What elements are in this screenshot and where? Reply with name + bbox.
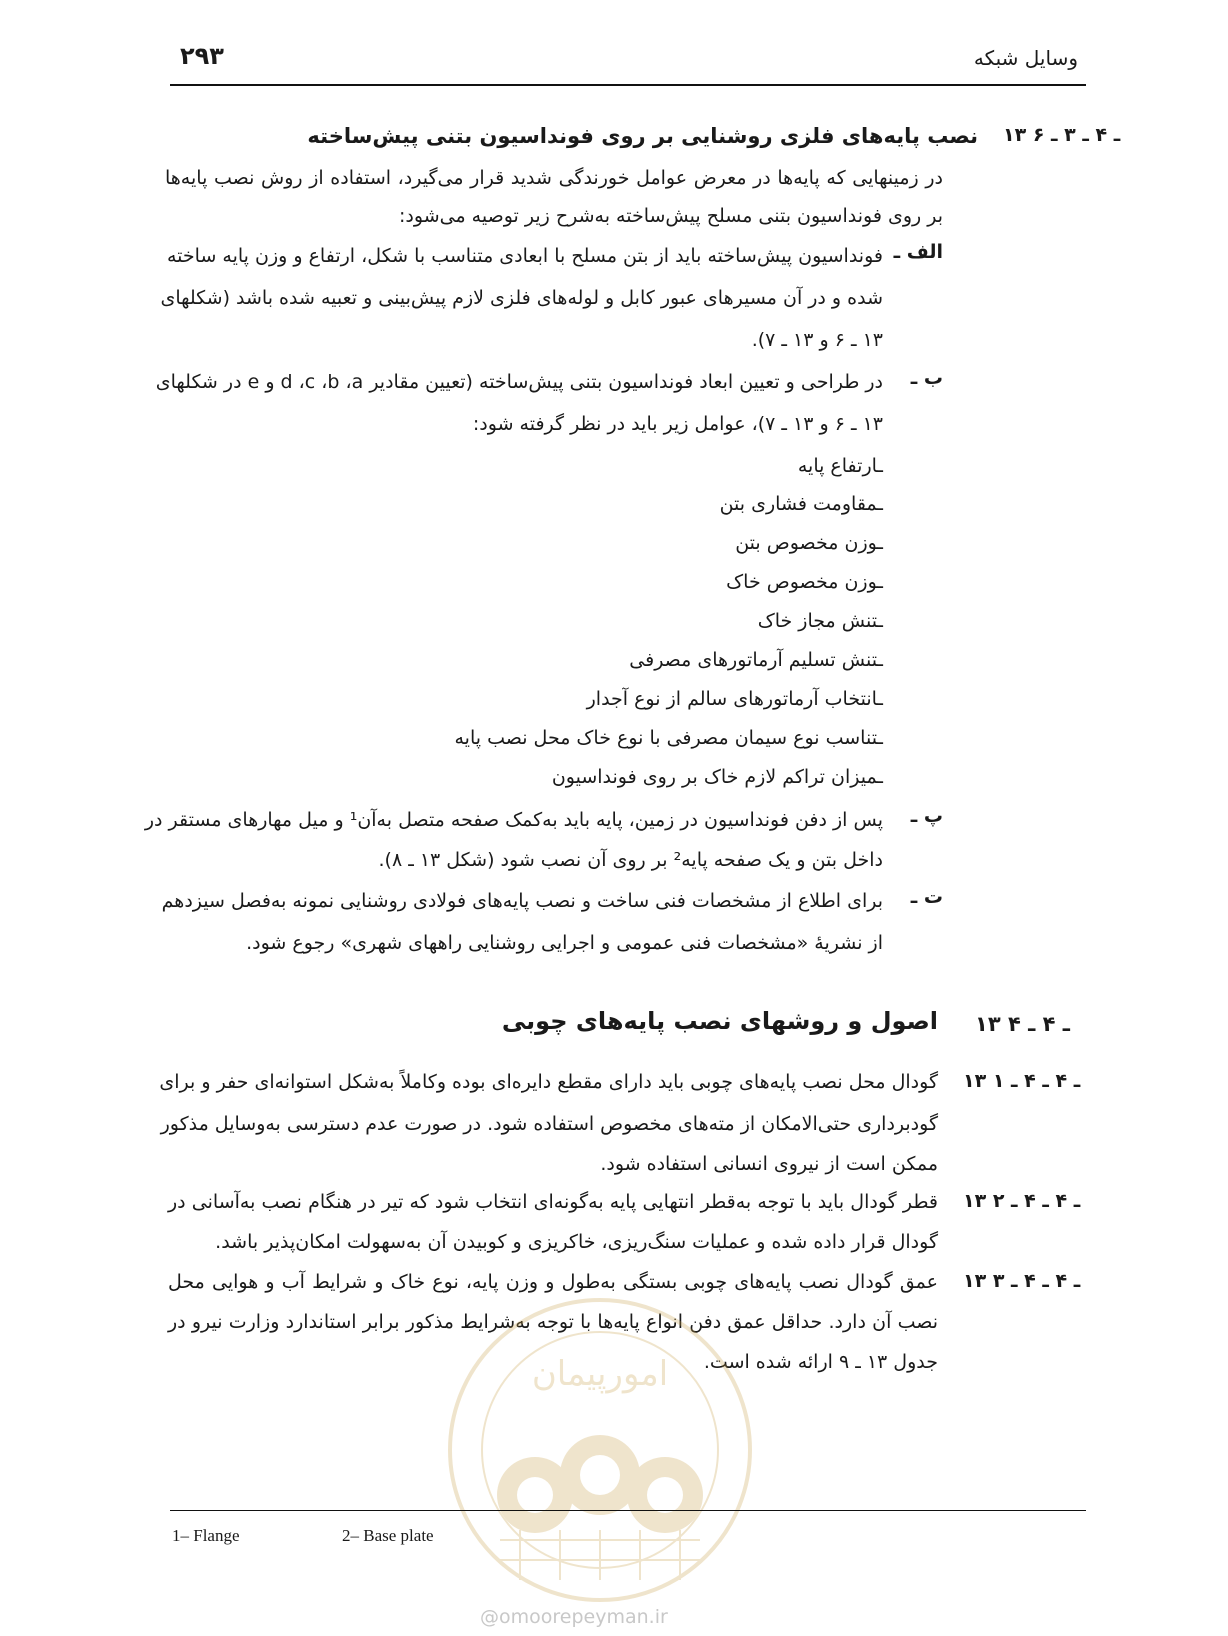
factor-item: ـمقاومت فشاری بتن xyxy=(719,493,883,515)
subsection-line: جدول ۱۳ ـ ۹ ارائه شده است. xyxy=(703,1351,938,1373)
section-6-intro-line-2: بر روی فونداسیون بتنی مسلح پیش‌ساخته به‌شرح زیر توصیه می‌شود: xyxy=(399,205,943,227)
item-pe-line-2: داخل بتن و یک صفحه پایه² بر روی آن نصب شود (شکل ۱۳ ـ ۸). xyxy=(378,849,883,871)
factor-item: ـارتفاع پایه xyxy=(797,455,883,477)
subsection-line: ممکن است از نیروی انسانی استفاده شود. xyxy=(600,1153,938,1175)
factor-item: ـوزن مخصوص بتن xyxy=(735,532,883,554)
factor-item: ـتناسب نوع سیمان مصرفی با نوع خاک محل نصب پایه xyxy=(454,727,883,749)
section-6-title: نصب پایه‌های فلزی روشنایی بر روی فونداسیون بتنی پیش‌ساخته xyxy=(307,124,978,148)
subsection-line: گودال محل نصب پایه‌های چوبی باید دارای مقطع دایره‌ای بوده وکاملاً به‌شکل استوانه‌ای حفر و برای xyxy=(159,1071,938,1093)
subsection-line: گودال قرار داده شده و عملیات سنگ‌ریزی، خاکریزی و کوبیدن آن به‌سهولت امکان‌پذیر باشد. xyxy=(215,1231,938,1253)
item-te-marker: ت ـ xyxy=(910,886,943,908)
subsection-line: نصب آن دارد. حداقل عمق دفن انواع پایه‌ها با توجه به‌شرایط مذکور برابر استاندارد وزارت نیرو در xyxy=(168,1311,938,1333)
header-rule xyxy=(170,84,1086,86)
section-6-number: ۱۳ ـ ۴ ـ ۳ ـ ۶ xyxy=(1003,124,1121,146)
subsection-number: ۱۳ ـ ۴ ـ ۴ ـ ۱ xyxy=(963,1070,1081,1092)
item-be-marker: ب ـ xyxy=(910,367,943,389)
item-alef-marker: الف ـ xyxy=(893,241,943,263)
item-be-line-2: ۱۳ ـ ۶ و ۱۳ ـ ۷)، عوامل زیر باید در نظر گرفته شود: xyxy=(472,413,883,435)
factor-item: ـتنش مجاز خاک xyxy=(757,610,883,632)
footnote-rule xyxy=(170,1510,1086,1511)
subsection-line: قطر گودال باید با توجه به‌قطر انتهایی پایه به‌گونه‌ای انتخاب شود که تیر در هنگام نصب به‌آسانی در xyxy=(168,1191,938,1213)
item-pe-marker: پ ـ xyxy=(910,805,943,827)
item-alef-line-3: ۱۳ ـ ۶ و ۱۳ ـ ۷). xyxy=(751,329,883,351)
subsection-line: عمق گودال نصب پایه‌های چوبی بستگی به‌طول و وزن پایه، نوع خاک و شرایط آب و هوایی محل xyxy=(168,1271,938,1293)
subsection-line: گودبرداری حتی‌الامکان از مته‌های مخصوص استفاده شود. در صورت عدم دسترسی به‌وسایل مذکور xyxy=(160,1113,938,1135)
item-te-line-2: از نشریهٔ «مشخصات فنی عمومی و اجرایی روشنایی راههای شهری» رجوع شود. xyxy=(246,932,883,954)
factor-item: ـوزن مخصوص خاک xyxy=(726,571,883,593)
factor-item: ـتنش تسلیم آرماتورهای مصرفی xyxy=(629,649,883,671)
page-number: ۲۹۳ xyxy=(180,42,224,70)
subsection-number: ۱۳ ـ ۴ ـ ۴ ـ ۳ xyxy=(963,1270,1081,1292)
item-te-line-1: برای اطلاع از مشخصات فنی ساخت و نصب پایه‌های فولادی روشنایی نمونه به‌فصل سیزدهم xyxy=(161,890,883,912)
section-4-4-number: ۱۳ ـ ۴ ـ ۴ xyxy=(975,1012,1070,1036)
watermark-logo-text: امورپیمان xyxy=(531,1354,669,1394)
factor-item: ـانتخاب آرماتورهای سالم از نوع آجدار xyxy=(586,688,883,710)
footnote-2: 2– Base plate xyxy=(342,1526,434,1545)
footnote-1: 1– Flange xyxy=(172,1526,240,1545)
item-be-line-1: در طراحی و تعیین ابعاد فونداسیون بتنی پیش‌ساخته (تعیین مقادیر d ،c ،b ،a و e در شکلهای xyxy=(155,371,883,393)
item-alef-line-2: شده و در آن مسیرهای عبور کابل و لوله‌های فلزی لازم پیش‌بینی و تعبیه شده باشد (شکلهای xyxy=(160,287,883,309)
watermark-logo xyxy=(440,1290,760,1610)
section-4-4-title: اصول و روشهای نصب پایه‌های چوبی xyxy=(501,1007,938,1035)
item-pe-line-1: پس از دفن فونداسیون در زمین، پایه باید به‌کمک صفحه متصل به‌آن¹ و میل مهارهای مستقر در xyxy=(144,809,883,831)
subsection-number: ۱۳ ـ ۴ ـ ۴ ـ ۲ xyxy=(963,1190,1081,1212)
running-title: وسایل شبکه xyxy=(973,46,1078,70)
factor-item: ـمیزان تراکم لازم خاک بر روی فونداسیون xyxy=(551,766,883,788)
section-6-intro-line-1: در زمینهایی که پایه‌ها در معرض عوامل خورندگی شدید قرار می‌گیرد، استفاده از روش نصب پایه‌ها xyxy=(165,167,943,189)
item-alef-line-1: فونداسیون پیش‌ساخته باید از بتن مسلح با ابعادی متناسب با شکل، ارتفاع و وزن پایه ساخته xyxy=(167,245,883,267)
watermark-url: @omoorepeyman.ir xyxy=(480,1606,668,1628)
